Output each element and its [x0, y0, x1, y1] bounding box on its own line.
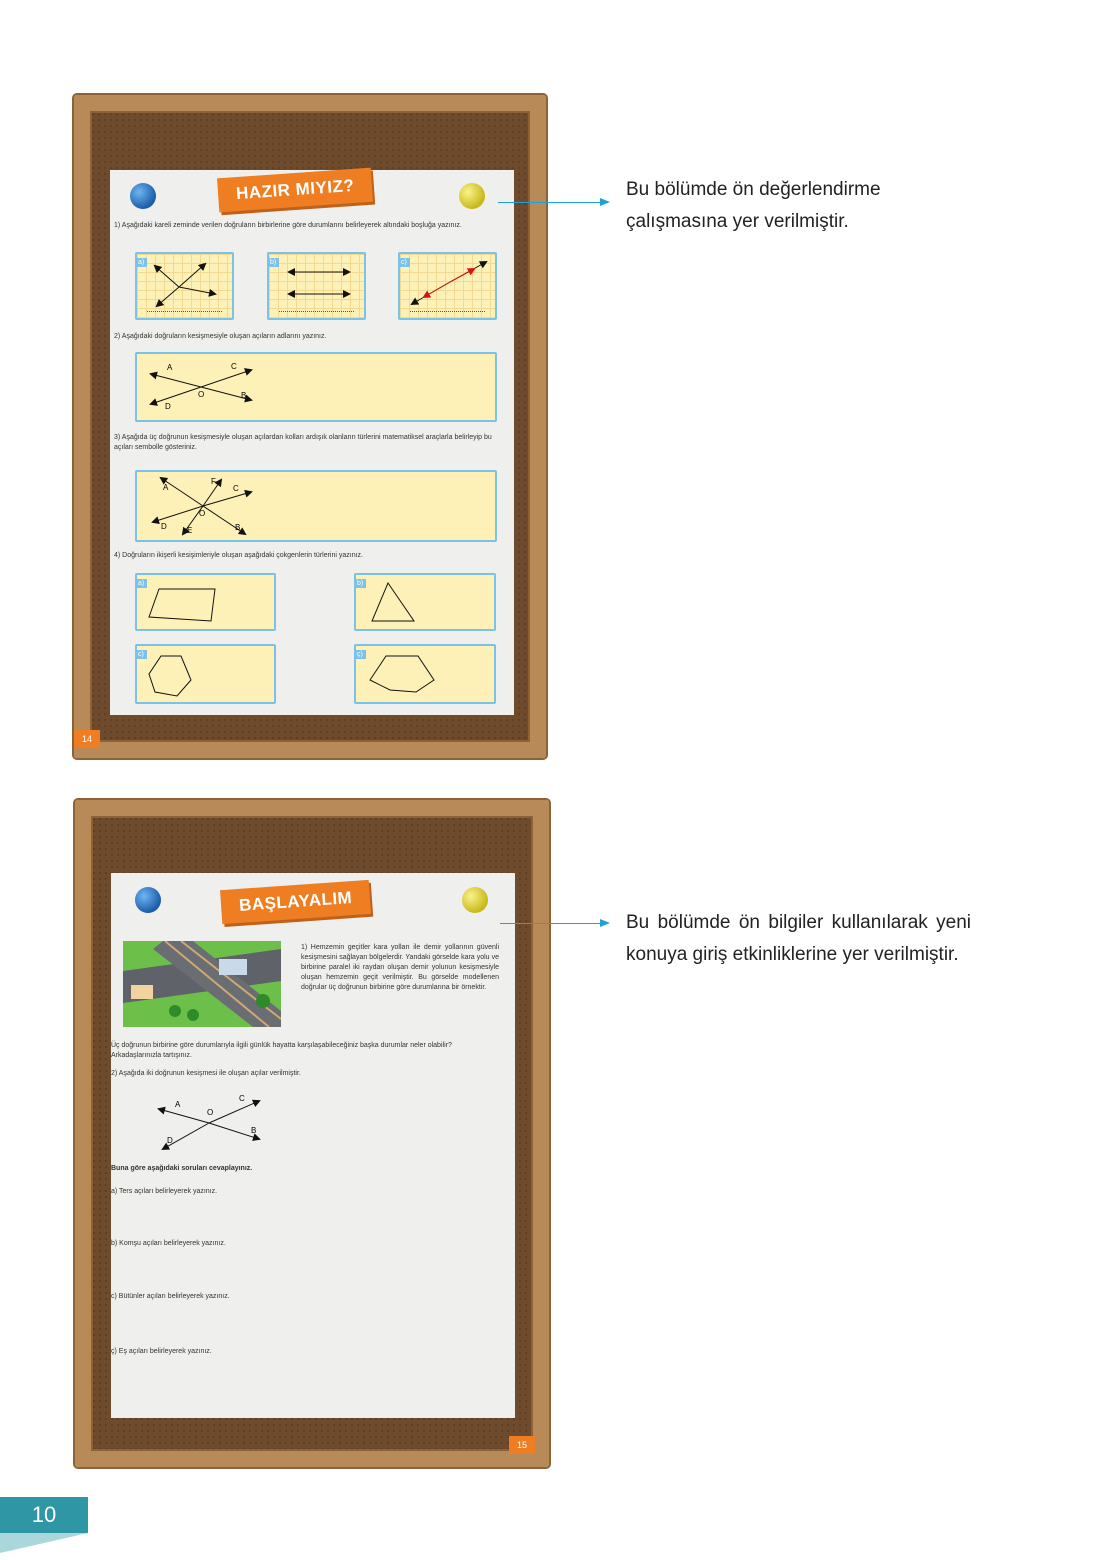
- yellow-pushpin-icon: [459, 183, 485, 209]
- question-2: 2) Aşağıda iki doğrunun kesişmesi ile oluşan açılar verilmiştir.: [111, 1070, 301, 1077]
- q1-box-b: [267, 252, 366, 320]
- item-c: c) Bütünler açıları belirleyerek yazınız.: [111, 1293, 230, 1300]
- triangle-diagram: [356, 575, 498, 633]
- pointer-arrow-2: [500, 923, 608, 924]
- description-baslayalim: Bu bölümde ön bilgiler kullanılarak yeni konuya giriş etkinliklerine yer verilmiştir.: [626, 912, 971, 965]
- discussion-text: Üç doğrunun birbirine göre durumlarıyla ilgili günlük hayatta karşılaşabileceğiniz başka durumlar neler olabilir? Arkadaşlarınızla tartışınız.: [111, 1042, 452, 1059]
- worksheet-paper: [111, 873, 515, 1418]
- answer-line[interactable]: [410, 311, 485, 312]
- label-C: C: [231, 362, 237, 371]
- item-a: a) Ters açıları belirleyerek yazınız.: [111, 1188, 218, 1195]
- q4-tag-c-cedilla: ç): [354, 650, 366, 659]
- answer-line[interactable]: [147, 311, 222, 312]
- label-D: D: [161, 522, 167, 531]
- q1-box-a: [135, 252, 234, 320]
- intro-text: 1) Hemzemin geçitler kara yolları ile demir yollarının güvenli kesişmesini sağlayan bölgelerdir. Yandaki görselde kara yolu ve birbirine paralel iki raydan oluşan demir yolunun kesişmesiyle oluşan hemzemin geçit verilmiştir. Bu görselde modellenen doğrular üç doğrunun birbirine göre durumlarına bir örnektir.: [301, 944, 499, 991]
- label-O: O: [199, 509, 206, 518]
- instruction-text: Buna göre aşağıdaki soruları cevaplayınız.: [111, 1165, 253, 1172]
- q4-tag-a: a): [135, 579, 147, 588]
- q1-tag-c: c): [398, 258, 410, 267]
- q4-tag-c: c): [135, 650, 147, 659]
- q4-box-c[interactable]: [135, 644, 276, 704]
- worksheet-paper: [110, 170, 514, 715]
- label-A: A: [167, 363, 173, 372]
- level-crossing-illustration: [123, 941, 281, 1027]
- label-A: A: [163, 483, 169, 492]
- label-B: B: [235, 523, 241, 532]
- question-1: 1) Aşağıdaki kareli zeminde verilen doğruların birbirlerine göre durumlarını belirleyerek altındaki boşluğa yazınız.: [114, 222, 462, 229]
- corkboard-page-14: [74, 95, 546, 758]
- q1-tag-b: b): [267, 258, 279, 267]
- footer-decoration: [0, 1533, 88, 1553]
- label-O: O: [207, 1108, 214, 1117]
- question-2: 2) Aşağıdaki doğruların kesişmesiyle oluşan açıların adlarını yazınız.: [114, 333, 327, 340]
- corkboard-page-15: [75, 800, 549, 1467]
- yellow-pushpin-icon: [462, 887, 488, 913]
- q3-three-lines-diagram: [137, 472, 499, 544]
- item-b: b) Komşu açıları belirleyerek yazınız.: [111, 1240, 226, 1247]
- pentagon-diagram: [137, 646, 278, 706]
- label-D: D: [167, 1136, 173, 1145]
- q2-answer-box[interactable]: [135, 352, 497, 422]
- hexagon-diagram: [356, 646, 498, 706]
- q4-tag-b: b): [354, 579, 366, 588]
- item-c-cedilla: ç) Eş açıları belirleyerek yazınız.: [111, 1348, 212, 1355]
- pointer-arrow-1: [498, 202, 608, 203]
- question-4: 4) Doğruların ikişerli kesişimleriyle oluşan aşağıdaki çokgenlerin türlerini yazınız.: [114, 552, 363, 559]
- label-D: D: [165, 402, 171, 411]
- question-3: 3) Aşağıda üç doğrunun kesişmesiyle oluşan açılardan kolları ardışık olanların türlerini matematiksel araçlarla belirleyip bu açıları sembolle gösteriniz.: [114, 434, 492, 451]
- q1-box-c: [398, 252, 497, 320]
- label-E: E: [187, 526, 193, 535]
- section-banner-hazir-miyiz: HAZIR MIYIZ?: [217, 168, 373, 213]
- label-C: C: [233, 484, 239, 493]
- blue-pushpin-icon: [130, 183, 156, 209]
- q2-angle-diagram: [149, 1091, 289, 1161]
- q4-box-a[interactable]: [135, 573, 276, 631]
- footer-page-number: 10: [0, 1497, 88, 1533]
- q4-box-b[interactable]: [354, 573, 496, 631]
- q4-box-c-cedilla[interactable]: [354, 644, 496, 704]
- label-F: F: [211, 477, 216, 486]
- q3-answer-box[interactable]: [135, 470, 497, 542]
- label-O: O: [198, 390, 205, 399]
- description-hazir-miyiz: Bu bölümde ön değerlendirme çalışmasına yer verilmiştir.: [626, 179, 881, 232]
- quadrilateral-diagram: [137, 575, 278, 633]
- label-B: B: [251, 1126, 257, 1135]
- blue-pushpin-icon: [135, 887, 161, 913]
- label-A: A: [175, 1100, 181, 1109]
- q1-tag-a: a): [135, 258, 147, 267]
- q2-angle-diagram: [137, 354, 499, 424]
- answer-line[interactable]: [279, 311, 354, 312]
- label-C: C: [239, 1094, 245, 1103]
- page-number-15: 15: [509, 1436, 535, 1454]
- page-number-14: 14: [74, 730, 100, 748]
- section-banner-baslayalim: BAŞLAYALIM: [220, 880, 371, 924]
- label-B: B: [241, 391, 247, 400]
